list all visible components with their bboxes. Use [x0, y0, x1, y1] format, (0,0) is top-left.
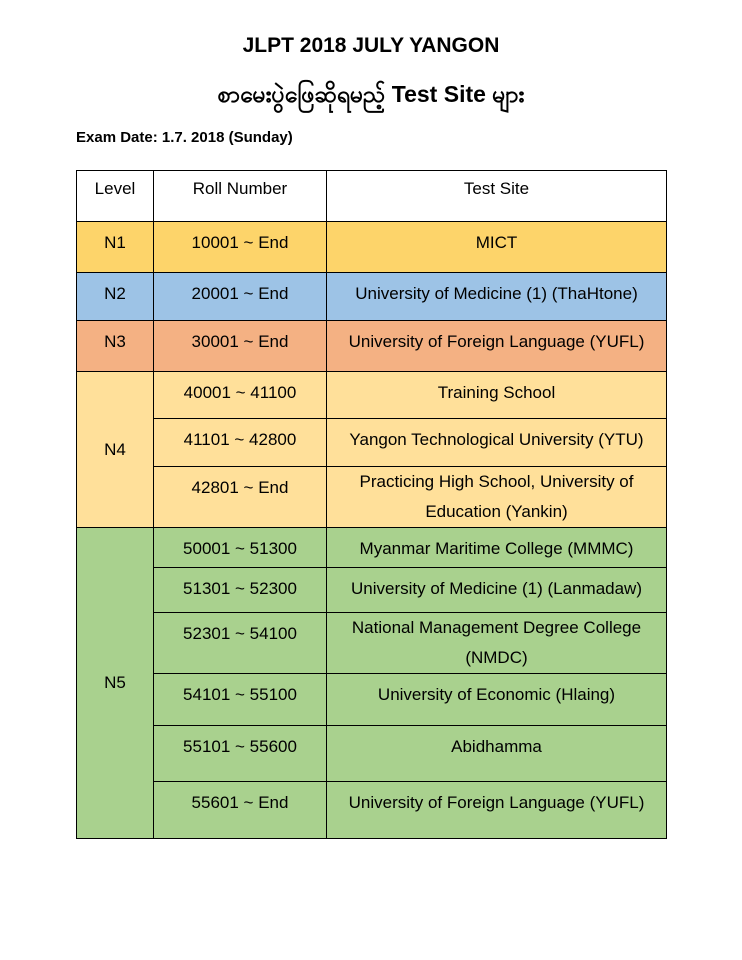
table-row: [77, 613, 667, 674]
table-header-row: [77, 171, 667, 222]
table-row: [77, 782, 667, 839]
roll-number-cell: 54101 ~ 55100: [154, 674, 327, 726]
test-site-cell: MICT: [327, 222, 667, 273]
test-site-cell: University of Foreign Language (YUFL): [327, 782, 667, 839]
table-row: [77, 419, 667, 467]
roll-number-cell: 51301 ~ 52300: [154, 568, 327, 613]
test-site-cell: Abidhamma: [327, 726, 667, 782]
table-row: [77, 726, 667, 782]
test-site-cell: University of Foreign Language (YUFL): [327, 321, 667, 372]
table-row: [77, 674, 667, 726]
roll-number-cell: 10001 ~ End: [154, 222, 327, 273]
roll-number-cell: 40001 ~ 41100: [154, 372, 327, 419]
level-cell-n3: N3: [77, 321, 154, 372]
test-site-cell: Practicing High School, University of Education (Yankin): [327, 467, 667, 528]
table-row: [77, 372, 667, 419]
test-site-cell: University of Economic (Hlaing): [327, 674, 667, 726]
page-title: JLPT 2018 JULY YANGON: [242, 34, 500, 57]
roll-number-cell: 20001 ~ End: [154, 273, 327, 321]
test-site-cell: Yangon Technological University (YTU): [327, 419, 667, 467]
roll-number-cell: 52301 ~ 54100: [154, 613, 327, 674]
level-cell-n2: N2: [77, 273, 154, 321]
roll-number-cell: 41101 ~ 42800: [154, 419, 327, 467]
test-site-cell: National Management Degree College (NMDC): [327, 613, 667, 674]
roll-number-cell: 30001 ~ End: [154, 321, 327, 372]
table-row: [77, 568, 667, 613]
roll-number-cell: 55101 ~ 55600: [154, 726, 327, 782]
level-cell-n1: N1: [77, 222, 154, 273]
exam-date: Exam Date: 1.7. 2018 (Sunday): [76, 129, 293, 146]
roll-number-cell: 42801 ~ End: [154, 467, 327, 528]
table-row: [77, 321, 667, 372]
column-header-roll-number: Roll Number: [154, 171, 327, 222]
test-site-table: [76, 170, 667, 839]
table-row: [77, 528, 667, 568]
column-header-level: Level: [77, 171, 154, 222]
page-subtitle: စာမေးပွဲဖြေဆိုရမည့် Test Site များ: [217, 81, 525, 107]
table-row: [77, 273, 667, 321]
roll-number-cell: 50001 ~ 51300: [154, 528, 327, 568]
table-row: [77, 222, 667, 273]
test-site-cell: Myanmar Maritime College (MMMC): [327, 528, 667, 568]
test-site-cell: University of Medicine (1) (ThaHtone): [327, 273, 667, 321]
test-site-cell: University of Medicine (1) (Lanmadaw): [327, 568, 667, 613]
column-header-test-site: Test Site: [327, 171, 667, 222]
test-site-cell: Training School: [327, 372, 667, 419]
table-row: [77, 467, 667, 528]
roll-number-cell: 55601 ~ End: [154, 782, 327, 839]
level-cell-n5: N5: [77, 528, 154, 839]
level-cell-n4: N4: [77, 372, 154, 528]
